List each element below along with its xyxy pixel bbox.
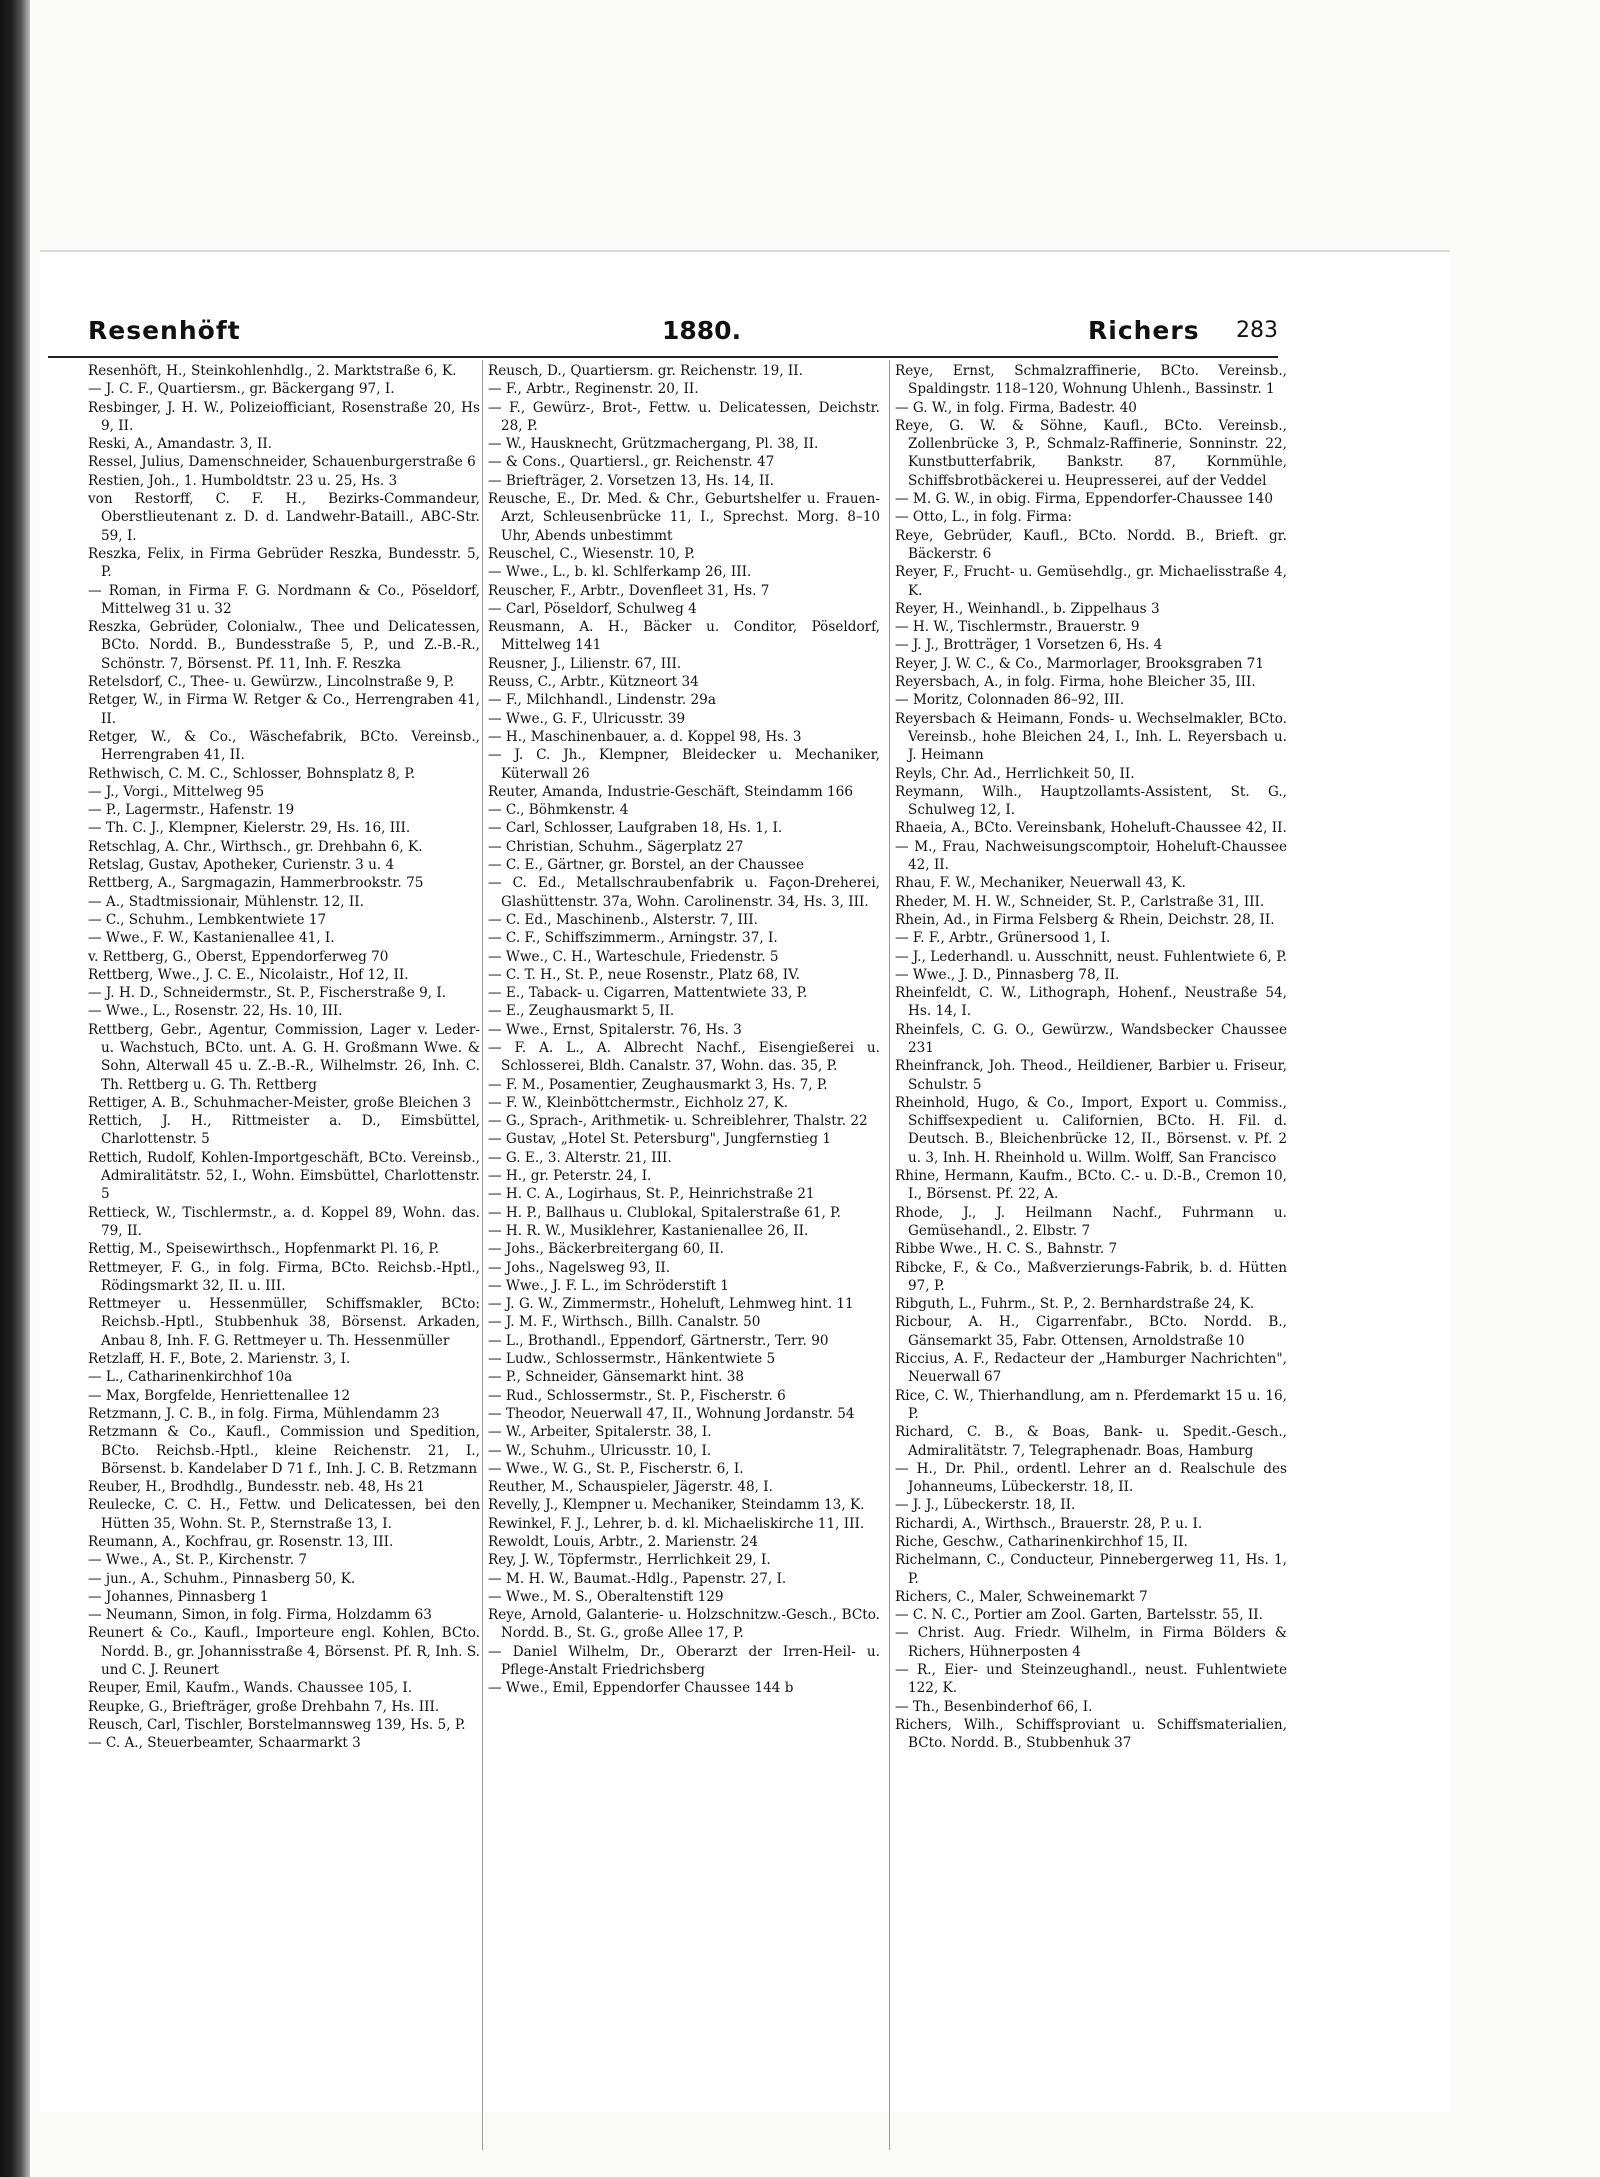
directory-entry: Rettig, M., Speisewirthsch., Hopfenmarkt Pl. 16, P. bbox=[88, 1241, 440, 1258]
column-divider bbox=[482, 360, 483, 2150]
directory-entry: — F. A. L., A. Albrecht Nachf., Eisengießerei u. Schlosserei, Bldh. Canalstr. 37, Wohn. das. 35, P. bbox=[488, 1039, 880, 1075]
directory-entry: — C. Ed., Maschinenb., Alsterstr. 7, III. bbox=[488, 911, 758, 928]
directory-entry: Rettberg, Wwe., J. C. E., Nicolaistr., Hof 12, II. bbox=[88, 966, 409, 983]
directory-entry: — J., Lederhandl. u. Ausschnitt, neust. Fuhlentwiete 6, P. bbox=[895, 948, 1287, 965]
directory-entry: — C., Böhmkenstr. 4 bbox=[488, 802, 629, 819]
directory-entry: — Otto, L., in folg. Firma: bbox=[895, 509, 1072, 526]
directory-entry: Rettberg, A., Sargmagazin, Hammerbrookstr. 75 bbox=[88, 875, 424, 892]
directory-entry: Reusche, E., Dr. Med. & Chr., Geburtshelfer u. Frauen-Arzt, Schleusenbrücke 11, I., Sprechst. Morg. 8–10 Uhr, Abends unbestimmt bbox=[488, 491, 880, 544]
directory-entry: Reyer, J. W. C., & Co., Marmorlager, Brooksgraben 71 bbox=[895, 655, 1264, 672]
directory-entry: Rhine, Hermann, Kaufm., BCto. C.- u. D.-B., Cremon 10, I., Börsenst. Pf. 22, A. bbox=[895, 1168, 1287, 1203]
directory-entry: — Rud., Schlossermstr., St. P., Fischerstr. 6 bbox=[488, 1387, 786, 1404]
page-header bbox=[48, 316, 1278, 358]
directory-entry: Resenhöft, H., Steinkohlenhdlg., 2. Marktstraße 6, K. bbox=[88, 363, 457, 379]
directory-entry: Reuper, Emil, Kaufm., Wands. Chaussee 105, I. bbox=[88, 1680, 413, 1697]
directory-entry: Reuss, C., Arbtr., Kützneort 34 bbox=[488, 674, 699, 691]
directory-entry: Reuschel, C., Wiesenstr. 10, P. bbox=[488, 545, 695, 562]
directory-entry: — Johs., Nagelsweg 93, II. bbox=[488, 1259, 671, 1276]
directory-entry: Ribguth, L., Fuhrm., St. P., 2. Bernhardstraße 24, K. bbox=[895, 1296, 1255, 1313]
directory-entry: — Wwe., W. G., St. P., Fischerstr. 6, I. bbox=[488, 1460, 744, 1477]
directory-entry: — F. M., Posamentier, Zeughausmarkt 3, Hs. 7, P. bbox=[488, 1076, 828, 1093]
directory-entry: Reye, Gebrüder, Kaufl., BCto. Nordd. B., Brieft. gr. Bäckerstr. 6 bbox=[895, 527, 1287, 562]
directory-entry: — H. P., Ballhaus u. Clublokal, Spitalerstraße 61, P. bbox=[488, 1204, 841, 1221]
directory-entry: Rhaeia, A., BCto. Vereinsbank, Hoheluft-Chaussee 42, II. bbox=[895, 820, 1287, 837]
directory-entry: Richard, C. B., & Boas, Bank- u. Spedit.-Gesch., Admiralitätstr. 7, Telegraphenadr. Boas, Hamburg bbox=[895, 1424, 1287, 1459]
directory-entry: Ribcke, F., & Co., Maßverzierungs-Fabrik, b. d. Hütten 97, P. bbox=[895, 1259, 1287, 1294]
directory-entry: — H. R. W., Musiklehrer, Kastanienallee 26, II. bbox=[488, 1222, 809, 1239]
directory-entry: — F. W., Kleinböttchermstr., Eichholz 27, K. bbox=[488, 1094, 788, 1111]
directory-entry: — H., Dr. Phil., ordentl. Lehrer an d. Realschule des Johanneums, Lübeckerstr. 18, II. bbox=[895, 1460, 1287, 1496]
directory-entry: Reyersbach, A., in folg. Firma, hohe Bleicher 35, III. bbox=[895, 674, 1256, 691]
directory-entry: Richelmann, C., Conducteur, Pinnebergerweg 11, Hs. 1, P. bbox=[895, 1552, 1287, 1587]
page-number: 283 bbox=[1236, 318, 1278, 343]
directory-entry: — F., Gewürz-, Brot-, Fettw. u. Delicatessen, Deichstr. 28, P. bbox=[488, 399, 880, 434]
directory-entry: Revelly, J., Klempner u. Mechaniker, Steindamm 13, K. bbox=[488, 1497, 865, 1514]
directory-entry: — Christian, Schuhm., Sägerplatz 27 bbox=[488, 838, 744, 855]
directory-entry: — H. C. A., Logirhaus, St. P., Heinrichstraße 21 bbox=[488, 1186, 815, 1203]
directory-entry: Reyer, F., Frucht- u. Gemüsehdlg., gr. Michaelisstraße 4, K. bbox=[895, 564, 1287, 599]
directory-entry: — H. W., Tischlermstr., Brauerstr. 9 bbox=[895, 619, 1140, 636]
directory-entry: — Gustav, „Hotel St. Petersburg", Jungfernstieg 1 bbox=[488, 1131, 832, 1148]
directory-entry: — J. H. D., Schneidermstr., St. P., Fischerstraße 9, I. bbox=[88, 985, 447, 1002]
directory-entry: Reuscher, F., Arbtr., Dovenfleet 31, Hs. 7 bbox=[488, 582, 770, 599]
directory-entry: Reuber, H., Brodhdlg., Bundesstr. neb. 48, Hs 21 bbox=[88, 1479, 425, 1496]
directory-entry: Reye, Ernst, Schmalzraffinerie, BCto. Vereinsb., Spaldingstr. 118–120, Wohnung Uhlenh., Bassinstr. 1 bbox=[895, 363, 1287, 398]
directory-entry: — G. W., in folg. Firma, Badestr. 40 bbox=[895, 399, 1137, 416]
directory-entry: — Max, Borgfelde, Henriettenallee 12 bbox=[88, 1387, 351, 1404]
directory-entry: — J., Vorgi., Mittelweg 95 bbox=[88, 783, 265, 800]
header-right-keyword: Richers bbox=[1088, 316, 1200, 345]
directory-entry: Reunert & Co., Kaufl., Importeure engl. Kohlen, BCto. Nordd. B., gr. Johannisstraße 4, Börsenst. Pf. R, Inh. S. und C. J. Reunert bbox=[88, 1625, 480, 1679]
directory-entry: — M. G. W., in obig. Firma, Eppendorfer-Chaussee 140 bbox=[895, 491, 1273, 508]
directory-entry: Rhein, Ad., in Firma Felsberg & Rhein, Deichstr. 28, II. bbox=[895, 911, 1275, 928]
directory-entry: — Wwe., J. D., Pinnasberg 78, II. bbox=[895, 966, 1120, 983]
directory-entry: Rettberg, Gebr., Agentur, Commission, Lager v. Leder- u. Wachstuch, BCto. unt. A. G. H. Großmann Wwe. & Sohn, Alterwall 45 u. Z.-B.-R., Wilhelmstr. 26, Inh. C. Th. Rettberg u. G. Th. Rettberg bbox=[88, 1021, 480, 1093]
directory-entry: — Wwe., Ernst, Spitalerstr. 76, Hs. 3 bbox=[488, 1021, 742, 1038]
header-year: 1880. bbox=[662, 316, 742, 345]
directory-entry: — Carl, Schlosser, Laufgraben 18, Hs. 1, I. bbox=[488, 820, 783, 837]
directory-entry: Rice, C. W., Thierhandlung, am n. Pferdemarkt 15 u. 16, P. bbox=[895, 1387, 1287, 1422]
directory-entry: Rhode, J., J. Heilmann Nachf., Fuhrmann u. Gemüsehandl., 2. Elbstr. 7 bbox=[895, 1204, 1287, 1239]
directory-entry: — Wwe., L., Rosenstr. 22, Hs. 10, III. bbox=[88, 1003, 343, 1020]
directory-entry: Rheinhold, Hugo, & Co., Import, Export u. Commiss., Schiffsexpedient u. Californien, BCto. H. Fil. d. Deutsch. B., Bleichenbrücke 12, II., Börsenst. v. Pf. 2 u. 3, Inh. H. Rheinhold u. Willm. Wolff, San Francisco bbox=[895, 1094, 1287, 1166]
directory-entry: — Johs., Bäckerbreitergang 60, II. bbox=[488, 1241, 724, 1258]
directory-entry: Retzlaff, H. F., Bote, 2. Marienstr. 3, I. bbox=[88, 1351, 351, 1368]
directory-entry: — J. G. W., Zimmermstr., Hoheluft, Lehmweg hint. 11 bbox=[488, 1296, 854, 1313]
directory-entry: Riche, Geschw., Catharinenkirchhof 15, II. bbox=[895, 1534, 1188, 1550]
directory-entry: Rheinfeldt, C. W., Lithograph, Hohenf., Neustraße 54, Hs. 14, I. bbox=[895, 985, 1287, 1020]
directory-entry: Rettmeyer, F. G., in folg. Firma, BCto. Reichsb.-Hptl., Rödingsmarkt 32, II. u. III. bbox=[88, 1259, 480, 1294]
directory-entry: Restien, Joh., 1. Humboldtstr. 23 u. 25, Hs. 3 bbox=[88, 472, 398, 489]
directory-entry: Rhau, F. W., Mechaniker, Neuerwall 43, K. bbox=[895, 875, 1186, 892]
directory-entry: — J. C. F., Quartiersm., gr. Bäckergang 97, I. bbox=[88, 381, 395, 398]
directory-entry: — Wwe., F. W., Kastanienallee 41, I. bbox=[88, 930, 335, 947]
directory-entry: Reszka, Felix, in Firma Gebrüder Reszka, Bundesstr. 5, P. bbox=[88, 545, 480, 581]
directory-entry: — A., Stadtmissionair, Mühlenstr. 12, II. bbox=[88, 893, 364, 910]
directory-entry: von Restorff, C. F. H., Bezirks-Commandeur, Oberstlieutenant z. D. d. Landwehr-Bataill., ABC-Str. 59, I. bbox=[88, 491, 480, 544]
directory-entry: Rettmeyer u. Hessenmüller, Schiffsmakler, BCto: Reichsb.-Hptl., Stubbenhuk 38, Börsenst. Arkaden, Anbau 8, Inh. F. G. Rettmeyer u. Th. Hessenmüller bbox=[88, 1296, 480, 1349]
directory-entry: Retschlag, A. Chr., Wirthsch., gr. Drehbahn 6, K. bbox=[88, 838, 423, 855]
directory-entry: Rettich, Rudolf, Kohlen-Importgeschäft, BCto. Vereinsb., Admiralitätstr. 52, I., Wohn. Eimsbüttel, Charlottenstr. 5 bbox=[88, 1149, 480, 1203]
directory-entry: — H., Maschinenbauer, a. d. Koppel 98, Hs. 3 bbox=[488, 728, 802, 745]
directory-entry: Richers, Wilh., Schiffsproviant u. Schiffsmaterialien, BCto. Nordd. B., Stubbenhuk 37 bbox=[895, 1716, 1287, 1752]
directory-entry: — Daniel Wilhelm, Dr., Oberarzt der Irren-Heil- u. Pflege-Anstalt Friedrichsberg bbox=[488, 1643, 880, 1679]
directory-entry: — E., Zeughausmarkt 5, II. bbox=[488, 1003, 675, 1020]
directory-entry: — J. M. F., Wirthsch., Billh. Canalstr. 50 bbox=[488, 1314, 761, 1331]
directory-entry: v. Rettberg, G., Oberst, Eppendorferweg 70 bbox=[88, 948, 389, 965]
directory-entry: — F., Milchhandl., Lindenstr. 29a bbox=[488, 692, 716, 709]
directory-entry: Richardi, A., Wirthsch., Brauerstr. 28, P. u. I. bbox=[895, 1515, 1203, 1532]
column-divider bbox=[889, 360, 890, 2150]
directory-entry: Ribbe Wwe., H. C. S., Bahnstr. 7 bbox=[895, 1241, 1118, 1258]
directory-entry: Reye, Arnold, Galanterie- u. Holzschnitzw.-Gesch., BCto. Nordd. B., St. G., große Allee 17, P. bbox=[488, 1607, 880, 1642]
directory-entry: — Carl, Pöseldorf, Schulweg 4 bbox=[488, 600, 697, 617]
directory-entry: Retelsdorf, C., Thee- u. Gewürzw., Lincolnstraße 9, P. bbox=[88, 674, 455, 691]
directory-entry: Reski, A., Amandastr. 3, II. bbox=[88, 436, 273, 453]
directory-entry: — C. T. H., St. P., neue Rosenstr., Platz 68, IV. bbox=[488, 966, 800, 983]
directory-entry: — C., Schuhm., Lembkentwiete 17 bbox=[88, 911, 327, 928]
directory-entry: Rethwisch, C. M. C., Schlosser, Bohnsplatz 8, P. bbox=[88, 765, 416, 782]
directory-entry: — W., Arbeiter, Spitalerstr. 38, I. bbox=[488, 1424, 712, 1441]
directory-entry: Reyer, H., Weinhandl., b. Zippelhaus 3 bbox=[895, 600, 1160, 617]
directory-entry: — Moritz, Colonnaden 86–92, III. bbox=[895, 692, 1125, 709]
directory-entry: — Christ. Aug. Friedr. Wilhelm, in Firma Bölders & Richers, Hühnerposten 4 bbox=[895, 1625, 1287, 1660]
directory-entry: — M. H. W., Baumat.-Hdlg., Papenstr. 27, I. bbox=[488, 1570, 787, 1587]
directory-entry: — R., Eier- und Steinzeughandl., neust. Fuhlentwiete 122, K. bbox=[895, 1662, 1287, 1697]
directory-entry: Reusner, J., Lilienstr. 67, III. bbox=[488, 655, 682, 672]
directory-entry: — Johannes, Pinnasberg 1 bbox=[88, 1588, 269, 1605]
directory-entry: — G., Sprach-, Arithmetik- u. Schreiblehrer, Thalstr. 22 bbox=[488, 1113, 868, 1130]
directory-entry: Reye, G. W. & Söhne, Kaufl., BCto. Vereinsb., Zollenbrücke 3, P., Schmalz-Raffinerie, Sonninstr. 22, Kunstbutterfabrik, Bankstr. 87, Kornmühle, Schiffsbrotbäckerei u. Heupresserei, auf der Veddel bbox=[895, 417, 1287, 489]
directory-entry: Rettiger, A. B., Schuhmacher-Meister, große Bleichen 3 bbox=[88, 1094, 472, 1111]
column-left bbox=[88, 362, 480, 2152]
directory-entry: — L., Catharinenkirchhof 10a bbox=[88, 1369, 293, 1386]
directory-entry: — P., Schneider, Gänsemarkt hint. 38 bbox=[488, 1369, 745, 1386]
directory-entry: Reusmann, A. H., Bäcker u. Conditor, Pöseldorf, Mittelweg 141 bbox=[488, 619, 880, 654]
directory-entry: Rey, J. W., Töpfermstr., Herrlichkeit 29, I. bbox=[488, 1552, 771, 1569]
directory-entry: Reupke, G., Briefträger, große Drehbahn 7, Hs. III. bbox=[88, 1698, 440, 1715]
directory-entry: — J. J., Brotträger, 1 Vorsetzen 6, Hs. 4 bbox=[895, 637, 1163, 654]
directory-entry: — Wwe., C. H., Warteschule, Friedenstr. 5 bbox=[488, 948, 779, 965]
directory-entry: — Ludw., Schlossermstr., Hänkentwiete 5 bbox=[488, 1351, 776, 1368]
directory-entry: Resbinger, J. H. W., Polizeiofficiant, Rosenstraße 20, Hs 9, II. bbox=[88, 399, 480, 434]
directory-entry: — E., Taback- u. Cigarren, Mattentwiete 33, P. bbox=[488, 985, 808, 1002]
directory-entry: — Th., Besenbinderhof 66, I. bbox=[895, 1698, 1093, 1715]
directory-entry: Reyersbach & Heimann, Fonds- u. Wechselmakler, BCto. Vereinsb., hohe Bleichen 24, I., Inh. L. Reyersbach u. J. Heimann bbox=[895, 710, 1287, 764]
directory-entry: — Wwe., M. S., Oberaltenstift 129 bbox=[488, 1588, 724, 1605]
directory-entry: — W., Hausknecht, Grützmachergang, Pl. 38, II. bbox=[488, 436, 819, 453]
directory-entry: Riccius, A. F., Redacteur der „Hamburger Nachrichten", Neuerwall 67 bbox=[895, 1351, 1287, 1386]
directory-entry: — C. N. C., Portier am Zool. Garten, Bartelsstr. 55, II. bbox=[895, 1607, 1263, 1624]
directory-entry: — J. C. Jh., Klempner, Bleidecker u. Mechaniker, Küterwall 26 bbox=[488, 747, 880, 782]
directory-entry: — J. J., Lübeckerstr. 18, II. bbox=[895, 1497, 1076, 1514]
column-middle bbox=[488, 362, 880, 2152]
directory-entry: Reszka, Gebrüder, Colonialw., Thee und Delicatessen, BCto. Nordd. B., Bundesstraße 5, P., und Z.-B.-R., Schönstr. 7, Börsenst. Pf. 11, Inh. F. Reszka bbox=[88, 619, 480, 672]
directory-entry: — Theodor, Neuerwall 47, II., Wohnung Jordanstr. 54 bbox=[488, 1405, 855, 1422]
directory-entry: — Wwe., G. F., Ulricusstr. 39 bbox=[488, 710, 686, 727]
directory-entry: Rettich, J. H., Rittmeister a. D., Eimsbüttel, Charlottenstr. 5 bbox=[88, 1113, 480, 1148]
book-spine bbox=[0, 0, 30, 2177]
directory-entry: Rheinfels, C. G. O., Gewürzw., Wandsbecker Chaussee 231 bbox=[895, 1021, 1287, 1056]
directory-entry: — & Cons., Quartiersl., gr. Reichenstr. 47 bbox=[488, 454, 775, 471]
directory-entry: Rewoldt, Louis, Arbtr., 2. Marienstr. 24 bbox=[488, 1534, 758, 1550]
directory-entry: Retzmann, J. C. B., in folg. Firma, Mühlendamm 23 bbox=[88, 1405, 440, 1422]
directory-entry: — Neumann, Simon, in folg. Firma, Holzdamm 63 bbox=[88, 1607, 432, 1624]
directory-entry: Rheder, M. H. W., Schneider, St. P., Carlstraße 31, III. bbox=[895, 893, 1265, 910]
directory-entry: — Briefträger, 2. Vorsetzen 13, Hs. 14, II. bbox=[488, 472, 775, 489]
directory-entry: — H., gr. Peterstr. 24, I. bbox=[488, 1168, 652, 1185]
directory-entry: Reymann, Wilh., Hauptzollamts-Assistent, St. G., Schulweg 12, I. bbox=[895, 783, 1287, 819]
directory-entry: — W., Schuhm., Ulricusstr. 10, I. bbox=[488, 1442, 712, 1459]
directory-entry: Rheinfranck, Joh. Theod., Heildiener, Barbier u. Friseur, Schulstr. 5 bbox=[895, 1058, 1287, 1093]
directory-entry: — M., Frau, Nachweisungscomptoir, Hoheluft-Chaussee 42, II. bbox=[895, 838, 1287, 874]
directory-entry: — F. F., Arbtr., Grünersood 1, I. bbox=[895, 930, 1111, 947]
directory-entry: — L., Brothandl., Eppendorf, Gärtnerstr., Terr. 90 bbox=[488, 1332, 829, 1349]
directory-entry: Reusch, Carl, Tischler, Borstelmannsweg 139, Hs. 5, P. bbox=[88, 1716, 466, 1733]
directory-entry: — C. Ed., Metallschraubenfabrik u. Façon-Dreherei, Glashüttenstr. 37a, Wohn. Carolinenstr. 34, Hs. 3, III. bbox=[488, 875, 880, 910]
directory-entry: Ricbour, A. H., Cigarrenfabr., BCto. Nordd. B., Gänsemarkt 35, Fabr. Ottensen, Arnoldstraße 10 bbox=[895, 1314, 1287, 1349]
directory-entry: — Wwe., J. F. L., im Schröderstift 1 bbox=[488, 1277, 729, 1294]
directory-entry: — Roman, in Firma F. G. Nordmann & Co., Pöseldorf, Mittelweg 31 u. 32 bbox=[88, 582, 480, 617]
directory-entry: — Wwe., A., St. P., Kirchenstr. 7 bbox=[88, 1552, 307, 1569]
directory-entry: Reuter, Amanda, Industrie-Geschäft, Steindamm 166 bbox=[488, 783, 853, 800]
header-left-keyword: Resenhöft bbox=[88, 316, 241, 345]
directory-entry: — C. E., Gärtner, gr. Borstel, an der Chaussee bbox=[488, 857, 805, 874]
directory-entry: Ressel, Julius, Damenschneider, Schauenburgerstraße 6 bbox=[88, 454, 476, 471]
column-right bbox=[895, 362, 1287, 2152]
directory-entry: — Wwe., L., b. kl. Schlferkamp 26, III. bbox=[488, 564, 752, 581]
directory-entry: — C. F., Schiffszimmerm., Arningstr. 37, I. bbox=[488, 930, 778, 947]
directory-entry: Retger, W., in Firma W. Retger & Co., Herrengraben 41, II. bbox=[88, 692, 480, 727]
directory-entry: — P., Lagermstr., Hafenstr. 19 bbox=[88, 802, 295, 819]
directory-entry: Richers, C., Maler, Schweinemarkt 7 bbox=[895, 1588, 1148, 1605]
directory-entry: — C. A., Steuerbeamter, Schaarmarkt 3 bbox=[88, 1735, 361, 1752]
directory-entry: Reusch, D., Quartiersm. gr. Reichenstr. 19, II. bbox=[488, 363, 803, 379]
directory-entry: Rettieck, W., Tischlermstr., a. d. Koppel 89, Wohn. das. 79, II. bbox=[88, 1204, 480, 1239]
directory-entry: Reulecke, C. C. H., Fettw. und Delicatessen, bei den Hütten 35, Wohn. St. P., Sternstraße 13, I. bbox=[88, 1497, 480, 1532]
directory-entry: — jun., A., Schuhm., Pinnasberg 50, K. bbox=[88, 1570, 356, 1587]
directory-entry: — G. E., 3. Alterstr. 21, III. bbox=[488, 1149, 672, 1166]
directory-entry: Retger, W., & Co., Wäschefabrik, BCto. Vereinsb., Herrengraben 41, II. bbox=[88, 728, 480, 764]
directory-entry: — Wwe., Emil, Eppendorfer Chaussee 144 b bbox=[488, 1680, 794, 1697]
directory-entry: Retzmann & Co., Kaufl., Commission und Spedition, BCto. Reichsb.-Hptl., kleine Reichenstr. 21, I., Börsenst. b. Kandelaber D 71 f., Inh. J. C. B. Retzmann bbox=[88, 1424, 480, 1477]
directory-entry: Reumann, A., Kochfrau, gr. Rosenstr. 13, III. bbox=[88, 1534, 394, 1550]
directory-entry: — F., Arbtr., Reginenstr. 20, II. bbox=[488, 381, 699, 398]
directory-entry: — Th. C. J., Klempner, Kielerstr. 29, Hs. 16, III. bbox=[88, 820, 411, 837]
directory-entry: Rewinkel, F. J., Lehrer, b. d. kl. Michaeliskirche 11, III. bbox=[488, 1515, 865, 1532]
directory-entry: Retslag, Gustav, Apotheker, Curienstr. 3 u. 4 bbox=[88, 857, 395, 874]
directory-entry: Reuther, M., Schauspieler, Jägerstr. 48, I. bbox=[488, 1479, 773, 1496]
directory-entry: Reyls, Chr. Ad., Herrlichkeit 50, II. bbox=[895, 765, 1135, 782]
